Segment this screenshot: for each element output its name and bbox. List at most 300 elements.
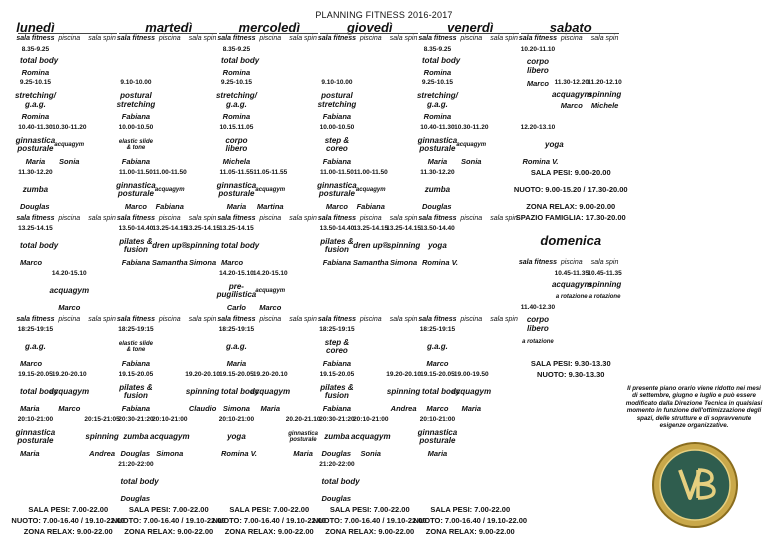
cell-text: 9.10-10.00 xyxy=(321,79,353,87)
room-header xyxy=(116,213,155,224)
cell-text: Marco xyxy=(325,202,348,212)
cell-text: 10.30-11.20 xyxy=(52,124,87,132)
activity-name xyxy=(387,235,420,257)
instructor-name xyxy=(119,493,154,504)
instructor-name xyxy=(254,201,287,212)
instructor-name xyxy=(420,157,455,168)
activity-name xyxy=(116,179,156,201)
cell-text: acquagym xyxy=(255,187,286,194)
cell-text: 20:10-21:00 xyxy=(152,415,188,423)
divider xyxy=(320,33,419,34)
instructor-name xyxy=(119,112,154,123)
cell-text: SALA PESI: 7.00-22.00 xyxy=(28,505,109,514)
time-slot xyxy=(186,370,219,381)
cell-text: acquagym xyxy=(451,386,492,396)
cell-text: sala spin xyxy=(289,214,317,222)
cell-text: spinning xyxy=(386,386,421,396)
room-header xyxy=(420,213,455,224)
instructor-name xyxy=(387,258,420,269)
cell-text: Fabiana xyxy=(322,258,352,268)
room-header xyxy=(354,33,387,44)
cell-text: sala fitness xyxy=(518,35,557,43)
activity-name xyxy=(317,179,357,201)
cell-text: sala spin xyxy=(188,315,217,323)
cell-text: 20:15-21:05 xyxy=(84,415,120,423)
cell-text: total body xyxy=(120,476,159,486)
cell-text: sala fitness xyxy=(116,315,155,323)
instructor-name xyxy=(588,101,621,112)
activity-name xyxy=(119,134,154,156)
instructor-name xyxy=(18,403,53,414)
activity-name xyxy=(420,381,461,403)
cell-text: spinning xyxy=(587,89,622,99)
instructor-name xyxy=(420,448,455,459)
time-slot xyxy=(219,415,254,426)
time-slot xyxy=(287,415,320,426)
cell-text: g.a.g. xyxy=(24,99,46,109)
cell-text: 20:10-21:00 xyxy=(218,415,255,423)
cell-text: ZONA RELAX: 9.00-22.00 xyxy=(23,527,113,537)
room-header xyxy=(287,314,320,325)
page-title: PLANNING FITNESS 2016-2017 xyxy=(315,10,453,20)
cell-text: ZONA RELAX: 9.00-22.00 xyxy=(224,527,314,537)
cell-text: 13.25-14.15 xyxy=(152,225,188,233)
cell-text: 11.30-12.20 xyxy=(554,79,589,87)
cell-text: 11.05-11.55 xyxy=(253,169,288,176)
instructor-name xyxy=(153,201,186,212)
time-slot xyxy=(153,415,186,426)
time-slot xyxy=(119,123,154,134)
activity-name xyxy=(416,89,458,111)
cell-text: stretching/ xyxy=(14,91,56,101)
cell-text: total body xyxy=(20,56,59,66)
cell-text: posturale xyxy=(218,189,255,199)
cell-text: g.a.g. xyxy=(225,99,247,109)
instructor-name xyxy=(320,201,355,212)
cell-text: 10.45-11.35 xyxy=(554,269,589,277)
cell-text: 11.30-12.20 xyxy=(18,169,53,176)
cell-text: Sonia xyxy=(461,157,482,167)
time-slot xyxy=(119,459,154,470)
instructor-name xyxy=(420,258,458,269)
cell-text: spinning xyxy=(386,241,421,251)
time-slot xyxy=(521,44,556,55)
room-header xyxy=(86,33,119,44)
activity-name xyxy=(216,179,257,201)
room-header xyxy=(18,213,53,224)
cell-text: zumba xyxy=(123,431,149,441)
time-slot xyxy=(555,269,588,280)
cell-text: zumba xyxy=(424,185,451,195)
cell-text: sala fitness xyxy=(217,315,256,323)
hours-info xyxy=(119,504,220,515)
activity-name xyxy=(49,381,90,403)
cell-text: domenica xyxy=(540,232,602,248)
activity-name xyxy=(219,134,254,156)
activity-name xyxy=(18,381,59,403)
cell-text: g.a.g. xyxy=(426,99,448,109)
time-slot xyxy=(521,123,556,134)
cell-text: Fabiana xyxy=(121,112,151,122)
cell-text: total body xyxy=(321,476,360,486)
cell-text: Fabiana xyxy=(322,404,352,414)
cell-text: 20:10-21:00 xyxy=(353,415,389,423)
cell-text: fusion xyxy=(324,391,349,401)
time-slot xyxy=(53,123,86,134)
cell-text: Marco xyxy=(20,258,43,268)
cell-text: acquagym xyxy=(350,431,391,441)
instructor-name xyxy=(320,403,355,414)
time-slot xyxy=(254,269,287,280)
cell-text: step & xyxy=(324,337,350,347)
activity-name xyxy=(153,179,186,201)
time-slot xyxy=(18,123,53,134)
room-header xyxy=(317,213,356,224)
cell-text: pre- xyxy=(228,281,244,291)
cell-text: sala spin xyxy=(289,315,317,323)
room-header xyxy=(86,314,119,325)
cell-text: 13.50-14.40 xyxy=(420,225,455,233)
instructor-name xyxy=(153,258,186,269)
activity-name xyxy=(186,381,219,403)
instructor-name xyxy=(455,157,488,168)
instructor-name xyxy=(219,67,254,78)
cell-text: postural xyxy=(321,91,353,101)
instructor-name xyxy=(354,258,387,269)
cell-text: piscina xyxy=(158,35,181,43)
time-slot xyxy=(320,78,355,89)
instructor-name xyxy=(420,67,455,78)
activity-name xyxy=(451,381,492,403)
activity-name xyxy=(149,426,190,448)
activity-name xyxy=(354,179,387,201)
activity-name xyxy=(254,179,287,201)
cell-text: & tone xyxy=(126,145,146,152)
room-header xyxy=(387,213,420,224)
cell-text: Fabiana xyxy=(356,202,385,212)
cell-text: sala spin xyxy=(88,35,116,43)
cell-text: 19.15-20.05 xyxy=(118,370,154,378)
cell-text: venerdì xyxy=(447,19,494,35)
cell-text: posturale xyxy=(318,189,355,199)
instructor-name xyxy=(153,448,186,459)
cell-text: acquagym xyxy=(154,187,185,194)
hours-info xyxy=(515,213,626,224)
cell-text: 19.15-20.05 xyxy=(219,370,254,378)
cell-text: fusion xyxy=(123,245,148,255)
cell-text: 19.20-20.10 xyxy=(386,370,421,378)
cell-text: sala fitness xyxy=(418,35,457,43)
room-header xyxy=(287,33,320,44)
room-header xyxy=(555,258,588,269)
cell-text: coreo xyxy=(326,346,348,356)
time-slot xyxy=(186,224,219,235)
cell-text: fusion xyxy=(123,391,148,401)
divider xyxy=(219,33,318,34)
cell-text: sala fitness xyxy=(418,315,457,323)
instructor-name xyxy=(186,258,219,269)
cell-text: total body xyxy=(221,241,260,251)
activity-name xyxy=(420,336,455,358)
instructor-name xyxy=(387,403,420,414)
cell-text: 19.20-20.10 xyxy=(252,370,288,378)
cell-text: total body xyxy=(422,56,461,66)
cell-text: acquagym xyxy=(250,386,291,396)
cell-text: 20:30-21:20 xyxy=(319,415,355,423)
room-header xyxy=(518,33,557,44)
time-slot xyxy=(387,370,420,381)
cell-text: Marco xyxy=(426,404,449,414)
room-header xyxy=(488,33,521,44)
hours-info xyxy=(521,359,622,370)
cell-text: 12.20-13.10 xyxy=(520,124,556,132)
cell-text: elastic slide xyxy=(118,340,153,347)
cell-text: 19.20-20.10 xyxy=(185,370,220,378)
instructor-name xyxy=(219,258,254,269)
cell-text: piscina xyxy=(359,214,382,222)
cell-text: acquagym xyxy=(255,288,286,295)
room-header xyxy=(287,213,320,224)
room-header xyxy=(254,314,287,325)
time-slot xyxy=(588,269,621,280)
time-slot xyxy=(219,78,254,89)
cell-text: 11.20-12.10 xyxy=(587,79,622,87)
cell-text: ginnastica xyxy=(417,135,458,145)
activity-name xyxy=(219,56,260,67)
cell-text: 10.00-10.50 xyxy=(319,124,355,132)
instructor-name xyxy=(219,112,254,123)
activity-name xyxy=(387,381,420,403)
instructor-name xyxy=(320,359,355,370)
cell-text: sala fitness xyxy=(217,35,256,43)
cell-text: piscina xyxy=(259,214,282,222)
instructor-name xyxy=(119,258,154,269)
room-header xyxy=(116,314,155,325)
room-header xyxy=(18,314,53,325)
cell-text: sala fitness xyxy=(518,259,557,267)
cell-text: Romina xyxy=(222,112,251,122)
cell-text: 14.20-15.10 xyxy=(252,269,288,277)
cell-text: libero xyxy=(225,144,248,154)
cell-text: Marco xyxy=(426,359,449,369)
hours-info xyxy=(521,370,622,381)
cell-text: pilates & xyxy=(320,236,354,246)
cell-text: Fabiana xyxy=(322,157,352,167)
cell-text: total body xyxy=(422,386,461,396)
day-header xyxy=(119,19,220,35)
cell-text: ginnastica xyxy=(317,180,357,190)
room-header xyxy=(53,213,86,224)
instructor-name xyxy=(320,112,355,123)
time-slot xyxy=(420,44,455,55)
time-slot xyxy=(53,370,86,381)
rotation-note xyxy=(588,291,621,302)
cell-text: sala spin xyxy=(88,315,116,323)
time-slot xyxy=(521,302,556,313)
room-header xyxy=(153,213,186,224)
cell-text: Samantha xyxy=(151,258,188,268)
activity-name xyxy=(219,235,260,257)
cell-text: martedì xyxy=(145,19,193,35)
instructor-name xyxy=(119,359,154,370)
cell-text: Andrea xyxy=(390,404,417,414)
cell-text: Marco xyxy=(124,202,147,212)
cell-text: sala spin xyxy=(188,35,217,43)
cell-text: posturale xyxy=(419,436,456,446)
cell-text: yoga xyxy=(227,431,246,441)
activity-name xyxy=(354,235,387,257)
cell-text: Marco xyxy=(259,303,282,313)
cell-text: 13.50-14.40 xyxy=(319,225,355,233)
time-slot xyxy=(219,370,254,381)
hours-info xyxy=(119,527,220,538)
cell-text: piscina xyxy=(560,259,583,267)
cell-text: piscina xyxy=(58,35,81,43)
day-header xyxy=(320,19,421,35)
cell-text: piscina xyxy=(58,315,81,323)
room-header xyxy=(354,314,387,325)
cell-text: 20:10-21:00 xyxy=(419,415,456,423)
cell-text: coreo xyxy=(326,144,348,154)
time-slot xyxy=(219,269,254,280)
cell-text: ginnastica xyxy=(288,430,318,437)
cell-text: pugilistica xyxy=(216,290,257,300)
cell-text: corpo xyxy=(225,135,248,145)
room-header xyxy=(116,33,155,44)
time-slot xyxy=(354,168,387,179)
cell-text: Maria xyxy=(293,448,313,458)
time-slot xyxy=(420,168,455,179)
cell-text: SALA PESI: 9.00-20.00 xyxy=(530,168,611,178)
cell-text: ZONA RELAX: 9.00-22.00 xyxy=(425,527,515,537)
cell-text: total body xyxy=(221,386,260,396)
instructor-name xyxy=(119,157,154,168)
cell-text: a rotazione xyxy=(522,338,554,345)
time-slot xyxy=(219,168,254,179)
cell-text: NUOTO: 7.00-16.40 / 19.10-22.00 xyxy=(11,516,126,526)
cell-text: Simona xyxy=(189,258,217,268)
cell-text: 13.25-14.15 xyxy=(386,225,421,233)
hours-info xyxy=(11,516,126,527)
cell-text: 19.00-19.50 xyxy=(453,370,489,378)
cell-text: piscina xyxy=(460,35,483,43)
time-slot xyxy=(254,168,287,179)
room-header xyxy=(455,33,488,44)
time-slot xyxy=(119,224,154,235)
activity-name xyxy=(420,56,461,67)
divider xyxy=(18,33,117,34)
cell-text: 10.00-10.50 xyxy=(118,124,154,132)
room-header xyxy=(53,33,86,44)
cell-text: 10.30-11.20 xyxy=(454,124,489,132)
instructor-name xyxy=(320,157,355,168)
cell-text: sala spin xyxy=(490,214,518,222)
cell-text: 20:30-21:20 xyxy=(118,415,154,423)
cell-text: pilates & xyxy=(119,382,153,392)
activity-name xyxy=(417,134,458,156)
activity-name xyxy=(588,280,621,291)
cell-text: sala spin xyxy=(389,214,418,222)
cell-text: NUOTO: 9.00-15.20 / 17.30-20.00 xyxy=(513,185,628,195)
divider xyxy=(119,33,218,34)
activity-name xyxy=(219,381,260,403)
cell-text: 18:25-19:15 xyxy=(419,326,456,334)
cell-text: Fabiana xyxy=(155,202,184,212)
divider xyxy=(420,33,519,34)
cell-text: posturale xyxy=(419,144,456,154)
cell-text: 11.00-11.50 xyxy=(319,169,354,176)
room-header xyxy=(455,213,488,224)
room-header xyxy=(153,33,186,44)
room-header xyxy=(518,258,557,269)
time-slot xyxy=(119,370,154,381)
cell-text: Douglas xyxy=(321,448,352,458)
activity-name xyxy=(254,280,287,302)
room-header xyxy=(254,213,287,224)
cell-text: sala spin xyxy=(188,214,217,222)
cell-text: piscina xyxy=(58,214,81,222)
activity-name xyxy=(250,381,291,403)
room-header xyxy=(420,33,455,44)
cell-text: SALA PESI: 7.00-22.00 xyxy=(229,505,310,514)
cell-text: stretching/ xyxy=(416,91,458,101)
cell-text: step & xyxy=(324,135,350,145)
cell-text: Carlo xyxy=(226,303,247,313)
instructor-name xyxy=(18,67,53,78)
activity-name xyxy=(320,235,355,257)
cell-text: sala fitness xyxy=(16,35,55,43)
cell-text: acquagym xyxy=(54,142,85,149)
cell-text: SPAZIO FAMIGLIA: 17.30-20.00 xyxy=(515,213,626,223)
room-header xyxy=(588,258,621,269)
activity-name xyxy=(215,89,257,111)
time-slot xyxy=(354,224,387,235)
cell-text: Michele xyxy=(590,101,619,111)
cell-text: Fabiana xyxy=(121,258,151,268)
cell-text: SALA PESI: 7.00-22.00 xyxy=(430,505,511,514)
cell-text: lunedì xyxy=(16,19,55,35)
hours-info xyxy=(212,516,327,527)
instructor-name xyxy=(18,359,53,370)
cell-text: piscina xyxy=(359,315,382,323)
instructor-name xyxy=(320,493,355,504)
cell-text: sala fitness xyxy=(16,214,55,222)
activity-name xyxy=(14,89,56,111)
instructor-name xyxy=(354,201,387,212)
cell-text: Fabiana xyxy=(322,359,352,369)
activity-name xyxy=(18,179,53,201)
time-slot xyxy=(320,415,355,426)
cell-text: spinning xyxy=(85,431,119,441)
cell-text: elastic slide xyxy=(118,139,153,146)
hours-info xyxy=(312,516,427,527)
activity-name xyxy=(53,134,86,156)
cell-text: ginnastica xyxy=(15,135,56,145)
cell-text: 18:25-19:15 xyxy=(118,326,154,334)
time-slot xyxy=(119,78,154,89)
room-header xyxy=(219,213,254,224)
activity-name xyxy=(320,426,355,448)
cell-text: acquagym xyxy=(149,431,190,441)
time-slot xyxy=(18,415,53,426)
cell-text: sala fitness xyxy=(116,35,155,43)
cell-text: acquagym xyxy=(49,386,90,396)
cell-text: Douglas xyxy=(321,493,352,503)
cell-text: 20.20-21.10 xyxy=(285,415,321,423)
cell-text: Douglas xyxy=(20,202,50,212)
cell-text: Douglas xyxy=(120,448,151,458)
activity-name xyxy=(420,235,455,257)
